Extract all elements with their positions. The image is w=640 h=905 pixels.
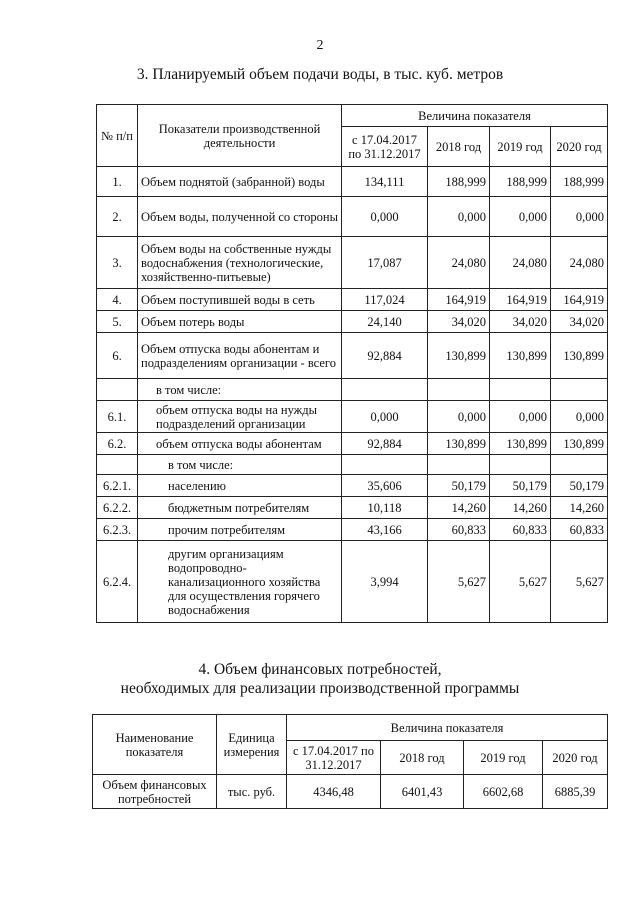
- row-value: 50,179: [428, 475, 490, 497]
- row-value: [551, 455, 608, 475]
- row-num: [97, 455, 138, 475]
- header-period: 2020 год: [551, 127, 608, 167]
- row-name: Объем отпуска воды абонентам и подразделениям организации - всего: [138, 333, 342, 379]
- row-name: Объем воды, полученной со стороны: [138, 197, 342, 237]
- table-row: [93, 775, 608, 809]
- row-num: 1.: [97, 167, 138, 197]
- row-num: 5.: [97, 311, 138, 333]
- row-name: другим организациям водопроводно-канализационного хозяйства для осуществления горячего водоснабжения: [138, 541, 342, 623]
- section4-title-line1: 4. Объем финансовых потребностей,: [198, 661, 442, 678]
- table-row: [97, 289, 608, 311]
- row-value: 5,627: [490, 541, 551, 623]
- row-value: 0,000: [342, 197, 428, 237]
- row-value: 60,833: [551, 519, 608, 541]
- table-row: [97, 455, 608, 475]
- row-value: [490, 379, 551, 401]
- row-value: 14,260: [428, 497, 490, 519]
- row-value: 0,000: [551, 197, 608, 237]
- row-num: 6.: [97, 333, 138, 379]
- row-value: 188,999: [490, 167, 551, 197]
- header-period: 2019 год: [490, 127, 551, 167]
- row-value: [428, 379, 490, 401]
- row-value: 60,833: [490, 519, 551, 541]
- row-num: 4.: [97, 289, 138, 311]
- table-row: [97, 401, 608, 433]
- row-num: 2.: [97, 197, 138, 237]
- header-value-group: Величина показателя: [342, 105, 608, 127]
- row-name: объем отпуска воды на нужды подразделений организации: [138, 401, 342, 433]
- row-value: 0,000: [428, 197, 490, 237]
- row-value: 3,994: [342, 541, 428, 623]
- header-value-group: Величина показателя: [287, 715, 608, 741]
- row-num: 6.2.4.: [97, 541, 138, 623]
- row-value: 0,000: [490, 197, 551, 237]
- row-num: [97, 379, 138, 401]
- row-value: 10,118: [342, 497, 428, 519]
- row-value: 24,080: [551, 237, 608, 289]
- row-num: 6.2.1.: [97, 475, 138, 497]
- row-value: 14,260: [551, 497, 608, 519]
- row-value: 0,000: [490, 401, 551, 433]
- row-value: 130,899: [551, 433, 608, 455]
- row-name: в том числе:: [138, 379, 342, 401]
- row-name: бюджетным потребителям: [138, 497, 342, 519]
- row-num: 6.2.2.: [97, 497, 138, 519]
- header-num: № п/п: [97, 105, 138, 167]
- table-row: [97, 197, 608, 237]
- row-name: Объем потерь воды: [138, 311, 342, 333]
- row-value: 134,111: [342, 167, 428, 197]
- row-value: [551, 379, 608, 401]
- financial-needs-table: [92, 714, 608, 809]
- header-period: 2020 год: [543, 741, 608, 775]
- row-name: населению: [138, 475, 342, 497]
- row-num: 6.1.: [97, 401, 138, 433]
- row-value: 50,179: [490, 475, 551, 497]
- row-value: 0,000: [428, 401, 490, 433]
- row-value: 130,899: [428, 333, 490, 379]
- row-value: [428, 455, 490, 475]
- row-value: [490, 455, 551, 475]
- row-value: 4346,48: [287, 775, 381, 809]
- row-value: 117,024: [342, 289, 428, 311]
- row-value: 5,627: [551, 541, 608, 623]
- row-value: 130,899: [490, 333, 551, 379]
- row-value: 92,884: [342, 433, 428, 455]
- row-value: [342, 455, 428, 475]
- row-value: 24,080: [428, 237, 490, 289]
- section4-title-line2: необходимых для реализации производственной программы: [120, 680, 520, 697]
- row-num: 6.2.: [97, 433, 138, 455]
- row-num: 3.: [97, 237, 138, 289]
- row-name: прочим потребителям: [138, 519, 342, 541]
- row-num: 6.2.3.: [97, 519, 138, 541]
- header-period: 2018 год: [381, 741, 464, 775]
- header-indicator: Показатели производственной деятельности: [138, 105, 342, 167]
- row-value: 0,000: [342, 401, 428, 433]
- row-value: 164,919: [551, 289, 608, 311]
- row-name: Объем воды на собственные нужды водоснабжения (технологические, хозяйственно-питьевые): [138, 237, 342, 289]
- table-row: [97, 541, 608, 623]
- header-name: Наименование показателя: [93, 715, 217, 775]
- row-value: 34,020: [490, 311, 551, 333]
- row-value: 164,919: [490, 289, 551, 311]
- row-value: 24,140: [342, 311, 428, 333]
- row-value: 0,000: [551, 401, 608, 433]
- row-value: 6602,68: [464, 775, 543, 809]
- table-row: [97, 475, 608, 497]
- row-value: 34,020: [551, 311, 608, 333]
- row-value: [342, 379, 428, 401]
- row-value: 130,899: [428, 433, 490, 455]
- table-row: [97, 167, 608, 197]
- row-value: 92,884: [342, 333, 428, 379]
- table-row: [97, 433, 608, 455]
- row-value: 14,260: [490, 497, 551, 519]
- row-value: 130,899: [490, 433, 551, 455]
- row-value: 5,627: [428, 541, 490, 623]
- section4-title: [0, 660, 640, 698]
- water-supply-table: [96, 104, 608, 623]
- header-period: с 17.04.2017 по 31.12.2017: [287, 741, 381, 775]
- row-name: Объем поднятой (забранной) воды: [138, 167, 342, 197]
- table-row: [97, 311, 608, 333]
- page-number: 2: [316, 38, 324, 53]
- row-name: объем отпуска воды абонентам: [138, 433, 342, 455]
- row-value: 188,999: [428, 167, 490, 197]
- row-value: 35,606: [342, 475, 428, 497]
- row-value: 164,919: [428, 289, 490, 311]
- header-period: с 17.04.2017 по 31.12.2017: [342, 127, 428, 167]
- section3-title: 3. Планируемый объем подачи воды, в тыс. куб. метров: [136, 66, 504, 83]
- row-value: 6885,39: [543, 775, 608, 809]
- header-period: 2019 год: [464, 741, 543, 775]
- table-row: [97, 379, 608, 401]
- header-period: 2018 год: [428, 127, 490, 167]
- row-unit: тыс. руб.: [217, 775, 287, 809]
- row-value: 17,087: [342, 237, 428, 289]
- table-row: [97, 497, 608, 519]
- table-row: [97, 333, 608, 379]
- row-value: 24,080: [490, 237, 551, 289]
- row-name: в том числе:: [138, 455, 342, 475]
- row-value: 50,179: [551, 475, 608, 497]
- row-name: Объем поступившей воды в сеть: [138, 289, 342, 311]
- row-value: 130,899: [551, 333, 608, 379]
- row-value: 60,833: [428, 519, 490, 541]
- row-name: Объем финансовых потребностей: [93, 775, 217, 809]
- header-unit: Единица измерения: [217, 715, 287, 775]
- table-row: [97, 237, 608, 289]
- row-value: 34,020: [428, 311, 490, 333]
- row-value: 6401,43: [381, 775, 464, 809]
- table-row: [97, 519, 608, 541]
- row-value: 188,999: [551, 167, 608, 197]
- row-value: 43,166: [342, 519, 428, 541]
